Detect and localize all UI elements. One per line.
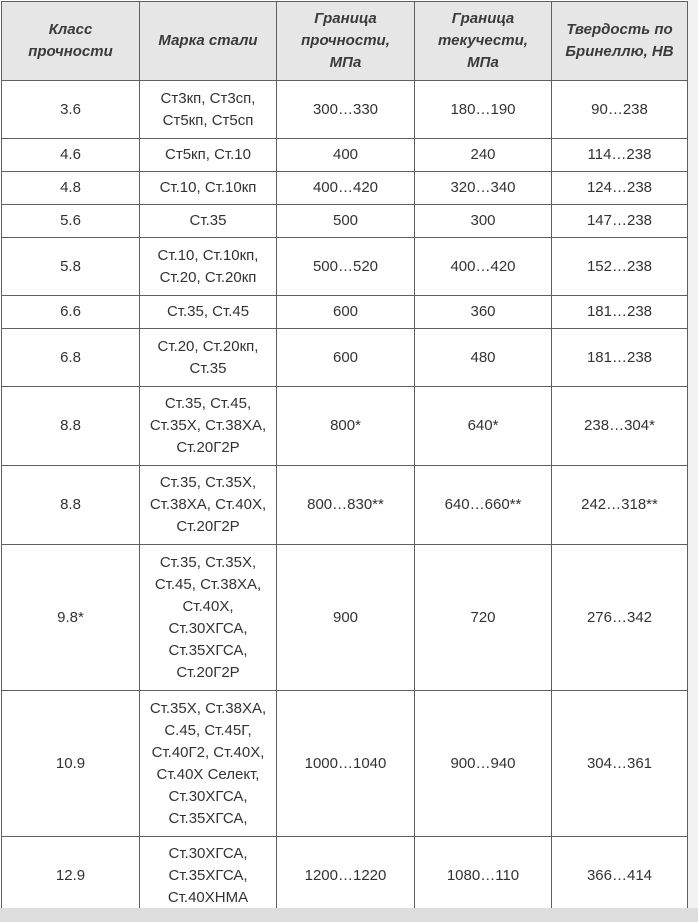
cell-strength-class: 12.9 [2,837,140,915]
cell-steel-grade: Ст.35, Ст.45, Ст.35Х, Ст.38ХА, Ст.20Г2Р [140,387,277,466]
cell-strength-class: 8.8 [2,466,140,545]
table-row [2,172,688,205]
table-row [2,296,688,329]
cell-yield-strength: 320…340 [415,172,552,205]
cell-steel-grade: Ст.30ХГСА, Ст.35ХГСА, Ст.40ХНМА [140,837,277,915]
cell-tensile-strength: 300…330 [277,81,415,139]
cell-brinell-hardness: 181…238 [552,329,688,387]
cell-strength-class: 5.6 [2,205,140,238]
header-tensile-strength: Граница прочности, МПа [277,2,415,81]
cell-brinell-hardness: 181…238 [552,296,688,329]
cell-tensile-strength: 900 [277,545,415,691]
table-row [2,837,688,915]
cell-strength-class: 4.6 [2,139,140,172]
table-row [2,238,688,296]
cell-brinell-hardness: 242…318** [552,466,688,545]
cell-strength-class: 8.8 [2,387,140,466]
table-body [2,81,688,915]
cell-strength-class: 10.9 [2,691,140,837]
cell-tensile-strength: 500…520 [277,238,415,296]
cell-brinell-hardness: 276…342 [552,545,688,691]
cell-steel-grade: Ст.35 [140,205,277,238]
cell-yield-strength: 1080…110 [415,837,552,915]
cell-steel-grade: Ст.20, Ст.20кп, Ст.35 [140,329,277,387]
cell-brinell-hardness: 90…238 [552,81,688,139]
cell-yield-strength: 360 [415,296,552,329]
cell-brinell-hardness: 238…304* [552,387,688,466]
steel-strength-table [1,1,688,915]
cell-steel-grade: Ст.10, Ст.10кп [140,172,277,205]
cell-tensile-strength: 600 [277,296,415,329]
cell-steel-grade: Ст.35, Ст.45 [140,296,277,329]
cell-brinell-hardness: 304…361 [552,691,688,837]
table-row [2,466,688,545]
header-steel-grade: Марка стали [140,2,277,81]
cell-brinell-hardness: 124…238 [552,172,688,205]
cell-steel-grade: Ст.35Х, Ст.38ХА, С.45, Ст.45Г, Ст.40Г2, Ст.40Х, Ст.40Х Селект, Ст.30ХГСА, Ст.35ХГСА, [140,691,277,837]
cell-brinell-hardness: 152…238 [552,238,688,296]
cell-tensile-strength: 1000…1040 [277,691,415,837]
cell-tensile-strength: 400 [277,139,415,172]
header-row [2,2,688,81]
table-row [2,387,688,466]
cell-brinell-hardness: 366…414 [552,837,688,915]
bottom-margin-strip [0,908,698,922]
cell-brinell-hardness: 114…238 [552,139,688,172]
cell-yield-strength: 720 [415,545,552,691]
table-row [2,691,688,837]
cell-yield-strength: 640* [415,387,552,466]
cell-yield-strength: 180…190 [415,81,552,139]
cell-yield-strength: 240 [415,139,552,172]
table-header [2,2,688,81]
header-strength-class: Класс прочности [2,2,140,81]
right-margin-strip [688,0,698,922]
cell-steel-grade: Ст5кп, Ст.10 [140,139,277,172]
cell-strength-class: 5.8 [2,238,140,296]
cell-yield-strength: 400…420 [415,238,552,296]
table-row [2,545,688,691]
header-yield-strength: Граница текучести, МПа [415,2,552,81]
cell-tensile-strength: 1200…1220 [277,837,415,915]
cell-strength-class: 6.6 [2,296,140,329]
cell-yield-strength: 300 [415,205,552,238]
cell-steel-grade: Ст3кп, Ст3сп, Ст5кп, Ст5сп [140,81,277,139]
table-row [2,81,688,139]
cell-steel-grade: Ст.35, Ст.35Х, Ст.45, Ст.38ХА, Ст.40Х, Ст.30ХГСА, Ст.35ХГСА, Ст.20Г2Р [140,545,277,691]
cell-tensile-strength: 800…830** [277,466,415,545]
cell-strength-class: 3.6 [2,81,140,139]
header-brinell-hardness: Твердость по Бринеллю, НВ [552,2,688,81]
cell-tensile-strength: 400…420 [277,172,415,205]
cell-steel-grade: Ст.10, Ст.10кп, Ст.20, Ст.20кп [140,238,277,296]
cell-yield-strength: 480 [415,329,552,387]
table-row [2,205,688,238]
cell-tensile-strength: 500 [277,205,415,238]
cell-strength-class: 6.8 [2,329,140,387]
table-row [2,329,688,387]
cell-tensile-strength: 600 [277,329,415,387]
cell-tensile-strength: 800* [277,387,415,466]
table-row [2,139,688,172]
cell-brinell-hardness: 147…238 [552,205,688,238]
cell-yield-strength: 640…660** [415,466,552,545]
cell-strength-class: 9.8* [2,545,140,691]
cell-steel-grade: Ст.35, Ст.35Х, Ст.38ХА, Ст.40Х, Ст.20Г2Р [140,466,277,545]
cell-strength-class: 4.8 [2,172,140,205]
cell-yield-strength: 900…940 [415,691,552,837]
